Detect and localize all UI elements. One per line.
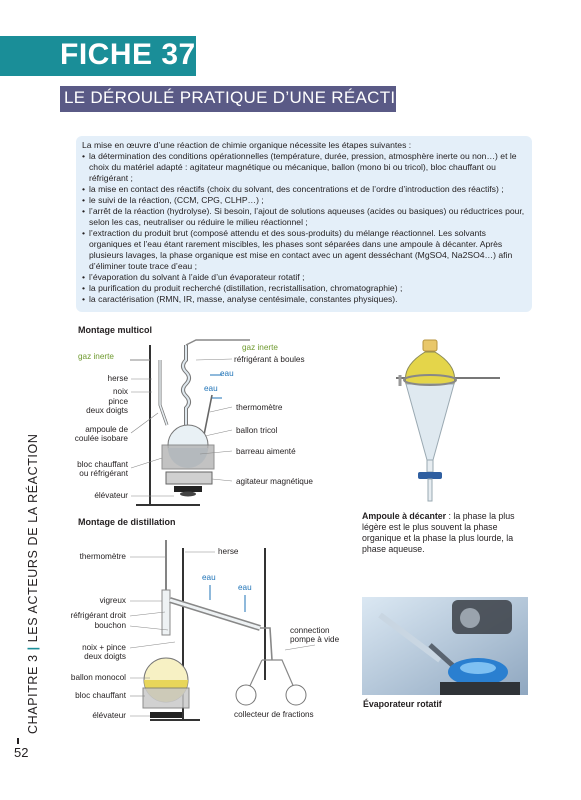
intro-item: • l’extraction du produit brut (composé attendu et des sous-produits) du mélange réactionnel. Les solvants organiques et l’eau étant rarement miscibles, les phases sont séparées dans une ampoule à décanter. Après plusieurs lavages, la phase organique est mise en contact avec un agent desséchant (MgSO4, Na2SO4…) afin d’éliminer toute trace d’eau ; (82, 228, 526, 272)
multicol-refrigerant-label: réfrigérant à boules (234, 355, 305, 364)
side-chapter-separator: | (26, 646, 40, 651)
distillation-refrigerant-droit: réfrigérant droit (70, 611, 126, 620)
distillation-connection-1: connection (290, 626, 330, 635)
page-number: 52 (14, 745, 29, 760)
multicol-ampoule-1: ampoule de (85, 425, 128, 434)
multicol-title: Montage multicol (78, 325, 152, 335)
multicol-noix: noix (112, 387, 128, 396)
fiche-title: FICHE 37 (60, 38, 196, 71)
distillation-noix-pince-2: deux doigts (84, 652, 126, 661)
intro-item: • la mise en contact des réactifs (choix du solvant, des concentrations et de l’ordre d’introduction des réactifs) ; (82, 184, 526, 195)
multicol-pince: pince (108, 397, 128, 406)
page-subtitle: LE DÉROULÉ PRATIQUE D’UNE RÉACTION (64, 88, 422, 107)
distillation-noix-pince-1: noix + pince (82, 643, 126, 652)
multicol-deux-doigts: deux doigts (86, 406, 128, 415)
evaporateur-caption (363, 699, 442, 710)
distillation-herse: herse (218, 547, 239, 556)
multicol-eau-1: eau (220, 369, 234, 378)
evaporateur-caption-term: Évaporateur rotatif (363, 699, 442, 709)
side-chapter-number: CHAPITRE 3 (26, 654, 40, 734)
multicol-thermometre: thermomètre (236, 403, 283, 412)
distillation-eau-1: eau (202, 573, 216, 582)
intro-item: • l’évaporation du solvant à l’aide d’un évaporateur rotatif ; (82, 272, 526, 283)
multicol-gaz-inerte-right: gaz inerte (242, 343, 278, 352)
intro-item: • la caractérisation (RMN, IR, masse, analyse centésimale, constantes physiques). (82, 294, 526, 305)
multicol-bloc-2: ou réfrigérant (79, 469, 128, 478)
ampoule-caption-text: : la phase la plus légère est le plus souvent la phase organique et la phase la plus lourde, la phase aqueuse. (362, 511, 515, 554)
distillation-collecteur: collecteur de fractions (234, 710, 314, 719)
distillation-title: Montage de distillation (78, 517, 176, 527)
distillation-eau-2: eau (238, 583, 252, 592)
multicol-eau-2: eau (204, 384, 218, 393)
distillation-ballon-monocol: ballon monocol (70, 673, 126, 682)
intro-item: • la détermination des conditions opérationnelles (température, durée, pression, atmosphère inerte ou non…) et le choix du matériel adapté : agitateur magnétique ou mécanique, ballon (mono bi ou tricol), bloc chauffant ou réfrigérant ; (82, 151, 526, 184)
side-chapter-label (26, 434, 40, 734)
multicol-ballon-tricol: ballon tricol (236, 426, 278, 435)
intro-item: • la purification du produit recherché (distillation, recristallisation, chromatographie) ; (82, 283, 526, 294)
multicol-ampoule-2: coulée isobare (74, 434, 128, 443)
distillation-connection-2: pompe à vide (290, 635, 340, 644)
ampoule-caption-term: Ampoule à décanter (362, 511, 447, 521)
intro-item: • le suivi de la réaction, (CCM, CPG, CLHP…) ; (82, 195, 526, 206)
distillation-vigreux: vigreux (99, 596, 126, 605)
multicol-gaz-inerte-left: gaz inerte (78, 352, 114, 361)
multicol-agitateur: agitateur magnétique (236, 477, 313, 486)
distillation-thermometre: thermomètre (79, 552, 126, 561)
multicol-herse: herse (107, 374, 128, 383)
multicol-elevateur: élévateur (94, 491, 128, 500)
distillation-bloc-chauffant: bloc chauffant (75, 691, 126, 700)
side-chapter-section: LES ACTEURS DE LA RÉACTION (26, 433, 40, 643)
intro-item: • l’arrêt de la réaction (hydrolyse). Si besoin, l’ajout de solutions aqueuses (acides ou basiques) ou réductrices pour, selon les cas, neutraliser ou réduire le milieu réactionnel ; (82, 206, 526, 228)
multicol-bloc-1: bloc chauffant (77, 460, 128, 469)
multicol-barreau: barreau aimenté (236, 447, 296, 456)
intro-lead: La mise en œuvre d’une réaction de chimie organique nécessite les étapes suivantes : (82, 140, 412, 150)
distillation-elevateur: élévateur (92, 711, 126, 720)
side-bar-tick (17, 738, 19, 744)
distillation-bouchon: bouchon (94, 621, 126, 630)
